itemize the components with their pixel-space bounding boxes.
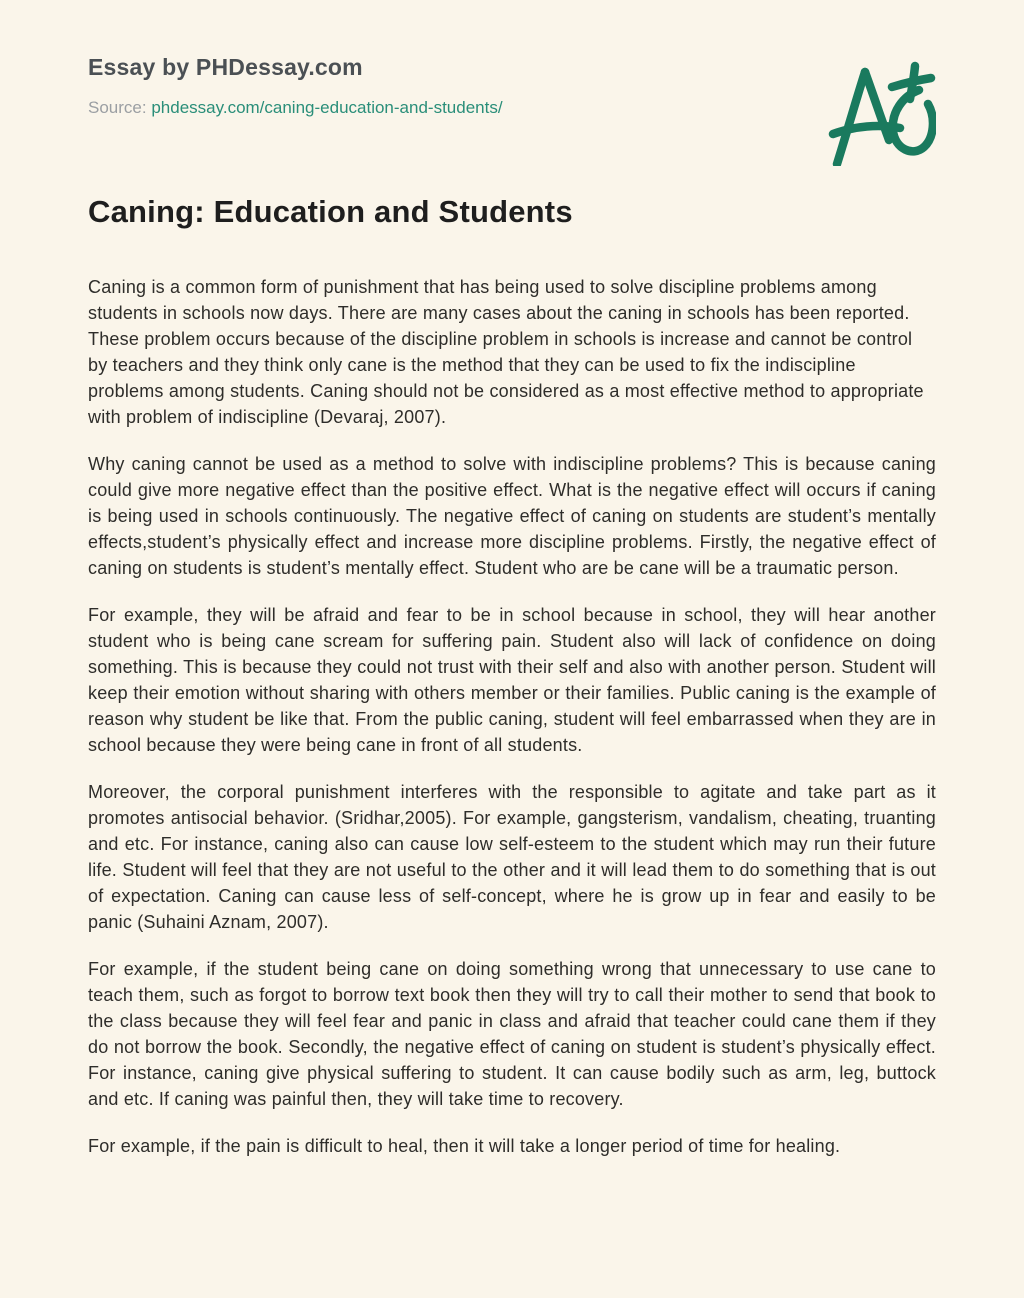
source-label: Source: (88, 98, 147, 117)
page-title: Caning: Education and Students (88, 194, 573, 229)
essay-paragraph-5: For example, if the student being cane on doing something wrong that unnecessary to use cane to teach them, such as forgot to borrow text book then they will try to call their mother to send that book to the class because they will feel fear and panic in class and afraid that teacher could cane them if they do not borrow the book. Secondly, the negative effect of caning on student is student’s physically effect. For instance, caning give physical suffering to student. It can cause bodily such as arm, leg, buttock and etc. If caning was painful then, they will take time to recovery. (88, 959, 936, 1109)
source-link[interactable]: phdessay.com/caning-education-and-students/ (151, 98, 503, 117)
essay-paragraph-4: Moreover, the corporal punishment interferes with the responsible to agitate and take part as it promotes antisocial behavior. (Sridhar,2005). For example, gangsterism, vandalism, cheating, truanting and etc. For instance, caning also can cause low self-esteem to the student which may run their future life. Student will feel that they are not useful to the other and it will lead them to do something that is out of expectation. Caning can cause less of self-concept, where he is grow up in fear and easily to be panic (Suhaini Aznam, 2007). (88, 782, 936, 932)
header-text-block (88, 52, 503, 118)
a-plus-logo-icon (823, 54, 936, 166)
essay-paragraph-6: For example, if the pain is difficult to heal, then it will take a longer period of time for healing. (88, 1136, 841, 1156)
essay-paragraph-2: Why caning cannot be used as a method to solve with indiscipline problems? This is because caning could give more negative effect than the positive effect. What is the negative effect will occurs if caning is being used in schools continuously. The negative effect of caning on students are student’s mentally effects,student’s physically effect and increase more discipline problems. Firstly, the negative effect of caning on students is student’s mentally effect. Student who are be cane will be a traumatic person. (88, 454, 936, 578)
essay-paragraph-3: For example, they will be afraid and fear to be in school because in school, they will hear another student who is being cane scream for suffering pain. Student also will lack of confidence on doing something. This is because they could not trust with their self and also with another person. Student will keep their emotion without sharing with others member or their families. Public caning is the example of reason why student be like that. From the public caning, student will feel embarrassed when they are in school because they were being cane in front of all students. (88, 605, 936, 755)
page-header (88, 52, 936, 166)
source-line (88, 98, 503, 118)
essay-paragraph-1: Caning is a common form of punishment that has being used to solve discipline problems among students in schools now days. There are many cases about the caning in schools has been reported. These problem occurs because of the discipline problem in schools is increase and cannot be control by teachers and they think only cane is the method that they can be used to fix the indiscipline problems among students. Caning should not be considered as a most effective method to appropriate with problem of indiscipline (Devaraj, 2007). (88, 277, 924, 427)
essay-body (88, 274, 936, 1159)
essay-byline: Essay by PHDessay.com (88, 54, 363, 80)
